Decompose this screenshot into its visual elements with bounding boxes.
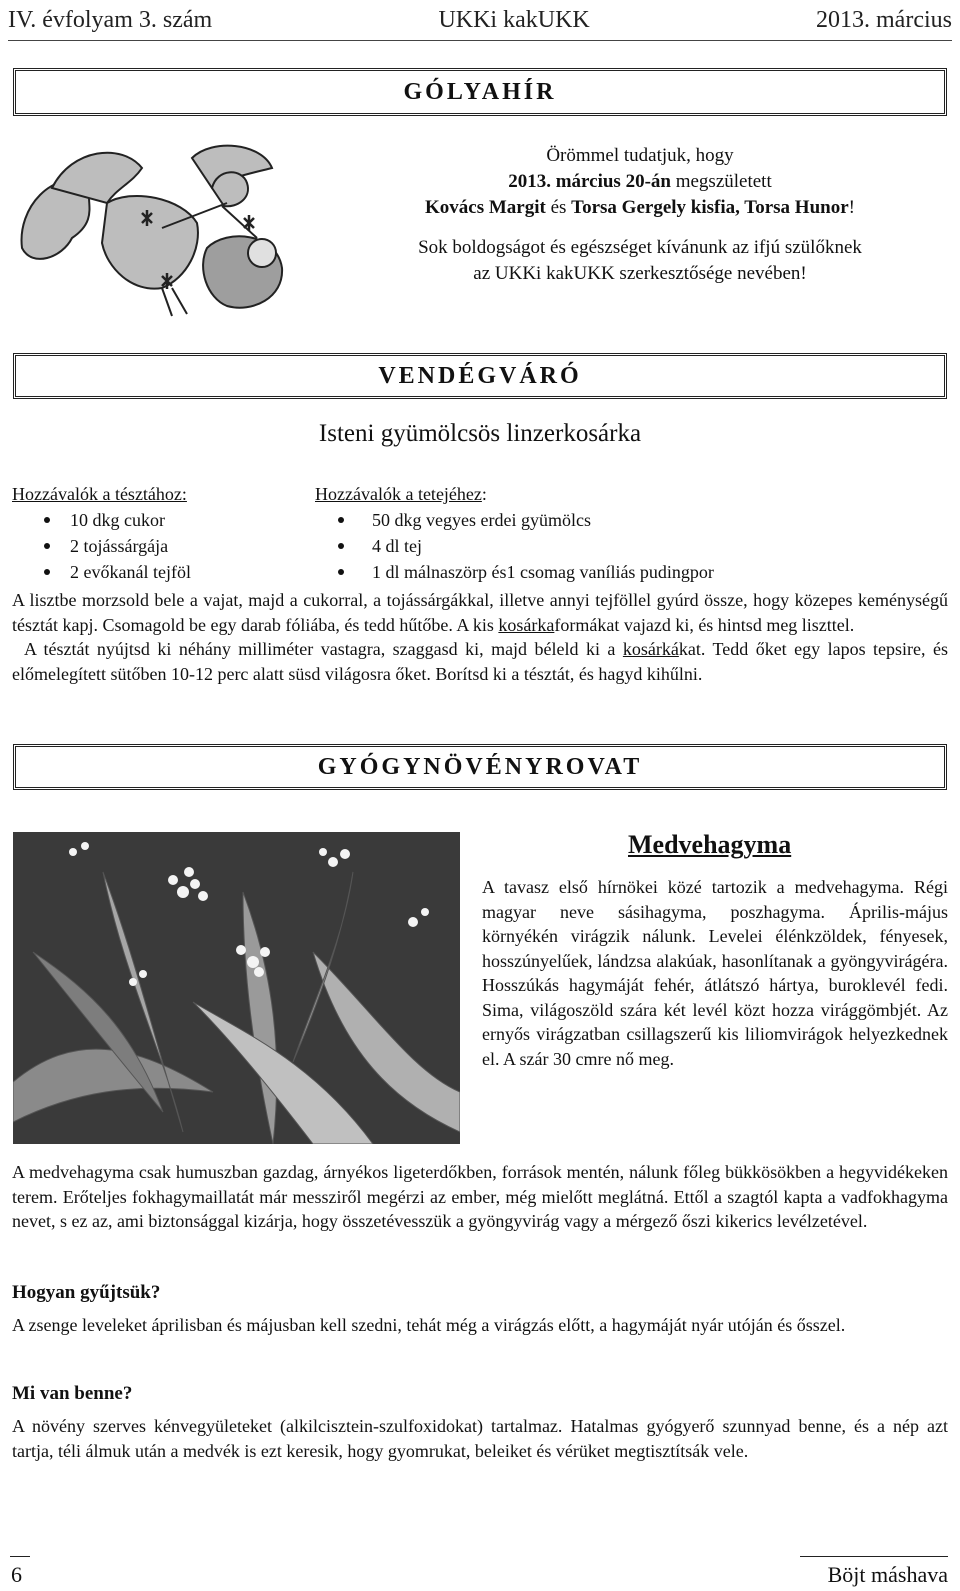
dough-ingredients-heading: Hozzávalók a tésztához: xyxy=(12,484,187,504)
issue-date: 2013. március xyxy=(816,6,952,33)
announcement-date: 2013. március 20-án xyxy=(508,171,671,192)
footer-month-name: Böjt máshava xyxy=(827,1562,948,1587)
article-body: A medvehagyma csak humuszban gazdag, árnyékos ligeterdőkben, források mentén, nálunk főleg bükkösökben a hegyvidékeken terem. Erőteljes fokhagymaillatát már messziről megérzi az ember, még mielőtt meglátná. Ettől a szagtól kapta a vadfokhagyma nevet, s ez az, ami biztonsággal kizárja, hogy összetévesszük a gyöngyvirág vagy a mérgező őszi kikerics levélzetével. xyxy=(12,1162,948,1231)
footer-rule-left xyxy=(10,1556,30,1557)
section-title-golyahir: GÓLYAHÍR xyxy=(403,78,557,105)
running-header xyxy=(8,0,952,40)
topping-heading-colon: : xyxy=(481,484,487,504)
list-item: 2 evőkanál tejföl xyxy=(12,559,302,585)
footer-rule-right xyxy=(800,1556,948,1557)
vendegvaro-section-header xyxy=(13,353,947,399)
list-item: 4 dl tej xyxy=(315,533,955,559)
paragraph-collect: A zsenge leveleket áprilisban és májusban kell szedni, tehát még a virágzás előtt, a hagymáját nyár utóján és ősszel. xyxy=(12,1315,846,1335)
stork-illustration xyxy=(12,128,312,318)
subheading-contents: Mi van benne? xyxy=(12,1383,133,1404)
birth-announcement xyxy=(340,143,940,287)
topping-ingredients-heading xyxy=(315,484,955,505)
list-item: 50 dkg vegyes erdei gyümölcs xyxy=(315,507,955,533)
recipe-paragraph-1: A lisztbe morzsold bele a vajat, majd a cukorral, a tojássárgákkal, illetve annyi tejföllel gyúrd össze, hogy közepes keménységű tésztát kapj. Csomagold be egy darab fóliába, és tedd hűtőbe. A kis kosárkaformákat vajazd ki, és hintsd meg liszttel. xyxy=(12,590,948,635)
topping-ingredients xyxy=(315,484,955,585)
announcement-line-1: Örömmel tudatjuk, hogy xyxy=(546,145,734,166)
list-item: 10 dkg cukor xyxy=(12,507,302,533)
announcement-exclaim: ! xyxy=(848,197,855,218)
dough-ingredients xyxy=(12,484,302,585)
announcement-line-4: Sok boldogságot és egészséget kívánunk az ifjú szülőknek xyxy=(418,237,862,258)
announcement-father-son: Torsa Gergely kisfia, Torsa Hunor xyxy=(571,197,849,218)
announcement-and: és xyxy=(545,197,572,218)
article-title: Medvehagyma xyxy=(628,830,792,859)
list-item: 2 tojássárgája xyxy=(12,533,302,559)
subheading-collect: Hogyan gyűjtsük? xyxy=(12,1282,161,1303)
header-rule xyxy=(8,40,952,41)
volume-label: IV. évfolyam 3. szám xyxy=(8,6,213,33)
wild-garlic-photo xyxy=(13,832,460,1144)
dough-ingredient-list xyxy=(12,507,302,585)
announcement-line-5: az UKKi kakUKK szerkesztősége nevében! xyxy=(473,263,807,284)
gyogynoveny-section-header xyxy=(13,744,947,790)
golyahir-section-header xyxy=(13,68,947,116)
recipe-instructions xyxy=(12,588,948,686)
page-number: 6 xyxy=(11,1562,22,1587)
article-intro: A tavasz első hírnökei közé tartozik a medvehagyma. Régi magyar neve sásihagyma, poszhagyma. Április-május környékén virágzik nálunk. Levelei élénkzöldek, fényesek, hosszúnyelűek, lándzsa alakúak, hasonlítanak a gyöngyvirágéra. Hosszúkás hagymáját fehér, átlátszó hártya, buroklevél fedi. Sima, világoszöld szára két levél közt hozza virággömbjét. Az ernyős virágzatban csillagszerű kis liliomvirágok helyezkednek el. A szár 30 cmre nő meg. xyxy=(482,877,948,1069)
announcement-line-2-rest: megszületett xyxy=(670,171,772,192)
topping-ingredient-list xyxy=(315,507,955,585)
publication-name: UKKi kakUKK xyxy=(438,6,590,33)
topping-heading-text: Hozzávalók a tetejéhez xyxy=(315,484,482,504)
section-title-vendegvaro: VENDÉGVÁRÓ xyxy=(378,362,582,389)
recipe-paragraph-2: A tésztát nyújtsd ki néhány milliméter vastagra, szaggasd ki, majd béleld ki a kosárkákat. Tedd őket egy lapos tepsire, és előmelegített sütőben 10-12 perc alatt süsd világosra őket. Borítsd ki a tésztát, és hagyd kihűlni. xyxy=(12,639,948,684)
announcement-mother: Kovács Margit xyxy=(425,197,546,218)
list-item: 1 dl málnaszörp és1 csomag vaníliás pudingpor xyxy=(315,559,955,585)
announcement-line-2 xyxy=(340,169,940,195)
section-title-gyogynoveny: GYÓGYNÖVÉNYROVAT xyxy=(317,753,643,780)
paragraph-contents: A növény szerves kénvegyületeket (alkilcisztein-szulfoxidokat) tartalmaz. Hatalmas gyógyerő szunnyad benne, és a nép azt tartja, téli álmuk után a medvék is ezt keresik, hogy gyomrukat, beleiket és vérüket megtisztítsák vele. xyxy=(12,1416,948,1461)
announcement-line-3 xyxy=(340,195,940,221)
recipe-title: Isteni gyümölcsös linzerkosárka xyxy=(318,420,642,447)
